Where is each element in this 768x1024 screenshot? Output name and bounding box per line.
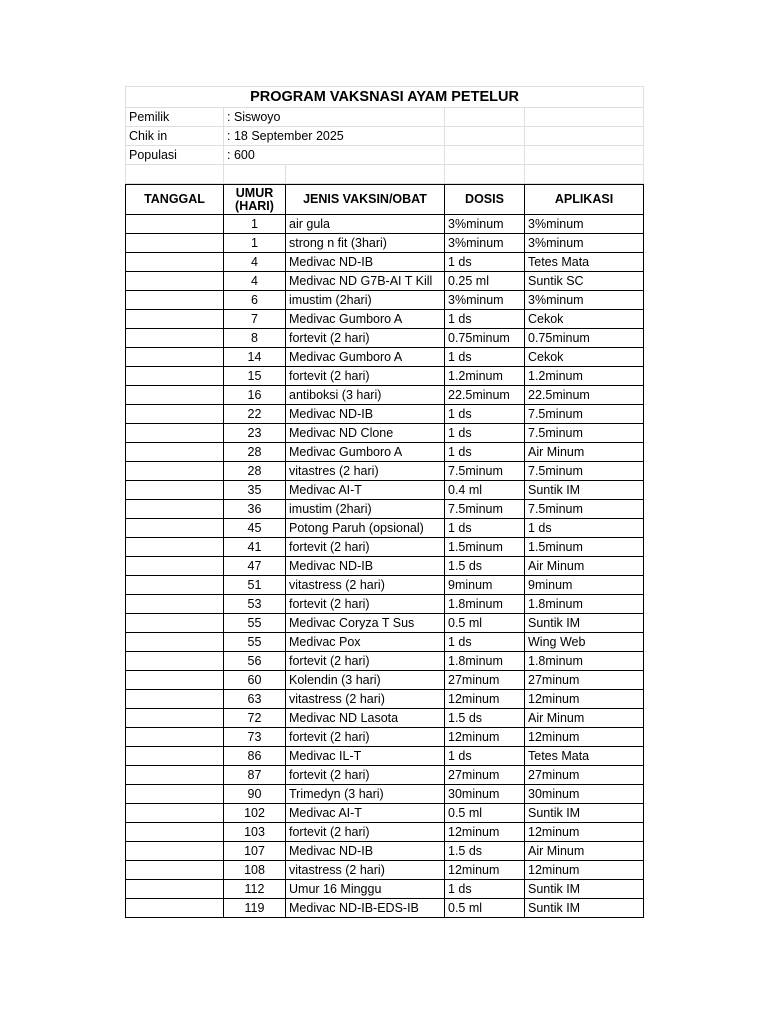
table-row xyxy=(126,272,644,291)
header-umur: UMUR (HARI) xyxy=(224,185,286,215)
cell-aplikasi: 7.5minum xyxy=(525,462,644,481)
cell-tanggal xyxy=(126,253,224,272)
table-row xyxy=(126,595,644,614)
cell-umur: 56 xyxy=(224,652,286,671)
cell-aplikasi: Suntik IM xyxy=(525,481,644,500)
table-row xyxy=(126,424,644,443)
cell-dosis: 3%minum xyxy=(445,215,525,234)
cell-tanggal xyxy=(126,899,224,918)
table-row xyxy=(126,386,644,405)
cell-dosis: 1.5 ds xyxy=(445,842,525,861)
cell-aplikasi: 1.8minum xyxy=(525,595,644,614)
table-row xyxy=(126,405,644,424)
info-row-population xyxy=(126,146,644,165)
cell-jenis: Medivac ND G7B-AI T Kill xyxy=(286,272,445,291)
header-aplikasi: APLIKASI xyxy=(525,185,644,215)
table-row xyxy=(126,899,644,918)
cell-tanggal xyxy=(126,614,224,633)
cell-aplikasi: 30minum xyxy=(525,785,644,804)
cell-jenis: Trimedyn (3 hari) xyxy=(286,785,445,804)
cell-aplikasi: Wing Web xyxy=(525,633,644,652)
cell-dosis: 7.5minum xyxy=(445,462,525,481)
cell-jenis: fortevit (2 hari) xyxy=(286,367,445,386)
cell-aplikasi: Suntik SC xyxy=(525,272,644,291)
cell-dosis: 1 ds xyxy=(445,310,525,329)
cell-tanggal xyxy=(126,576,224,595)
cell-aplikasi: Air Minum xyxy=(525,709,644,728)
cell-tanggal xyxy=(126,861,224,880)
cell-aplikasi: 7.5minum xyxy=(525,405,644,424)
cell-jenis: Medivac Gumboro A xyxy=(286,348,445,367)
cell-aplikasi: 1.5minum xyxy=(525,538,644,557)
cell-dosis: 1 ds xyxy=(445,633,525,652)
cell-umur: 55 xyxy=(224,614,286,633)
cell-umur: 16 xyxy=(224,386,286,405)
cell-jenis: vitastress (2 hari) xyxy=(286,690,445,709)
header-jenis: JENIS VAKSIN/OBAT xyxy=(286,185,445,215)
cell-tanggal xyxy=(126,709,224,728)
cell-umur: 119 xyxy=(224,899,286,918)
cell-jenis: Medivac ND-IB xyxy=(286,253,445,272)
table-row xyxy=(126,348,644,367)
info-value: : Siswoyo xyxy=(224,108,445,127)
cell-tanggal xyxy=(126,348,224,367)
cell-dosis: 0.5 ml xyxy=(445,614,525,633)
cell-umur: 36 xyxy=(224,500,286,519)
cell-umur: 63 xyxy=(224,690,286,709)
table-row xyxy=(126,576,644,595)
header-tanggal: TANGGAL xyxy=(126,185,224,215)
cell-dosis: 1 ds xyxy=(445,747,525,766)
cell-aplikasi: 1.2minum xyxy=(525,367,644,386)
cell-umur: 112 xyxy=(224,880,286,899)
cell-umur: 28 xyxy=(224,462,286,481)
cell-aplikasi: 1 ds xyxy=(525,519,644,538)
cell-aplikasi: Tetes Mata xyxy=(525,253,644,272)
cell-aplikasi: 7.5minum xyxy=(525,424,644,443)
cell-aplikasi: Tetes Mata xyxy=(525,747,644,766)
cell-dosis: 0.5 ml xyxy=(445,804,525,823)
table-row xyxy=(126,462,644,481)
table-row xyxy=(126,690,644,709)
table-row xyxy=(126,823,644,842)
cell-jenis: fortevit (2 hari) xyxy=(286,823,445,842)
cell-tanggal xyxy=(126,462,224,481)
cell-aplikasi: Suntik IM xyxy=(525,614,644,633)
table-body xyxy=(126,215,644,918)
cell-tanggal xyxy=(126,234,224,253)
table-row xyxy=(126,747,644,766)
info-value: : 600 xyxy=(224,146,445,165)
cell-jenis: antiboksi (3 hari) xyxy=(286,386,445,405)
cell-jenis: Medivac ND Clone xyxy=(286,424,445,443)
cell-jenis: Medivac AI-T xyxy=(286,481,445,500)
cell-jenis: fortevit (2 hari) xyxy=(286,766,445,785)
cell-jenis: vitastress (2 hari) xyxy=(286,861,445,880)
cell-umur: 35 xyxy=(224,481,286,500)
cell-dosis: 1 ds xyxy=(445,348,525,367)
cell-dosis: 3%minum xyxy=(445,234,525,253)
cell-jenis: vitastres (2 hari) xyxy=(286,462,445,481)
cell-umur: 8 xyxy=(224,329,286,348)
table-row xyxy=(126,291,644,310)
cell-aplikasi: Suntik IM xyxy=(525,899,644,918)
table-row xyxy=(126,443,644,462)
table-row xyxy=(126,671,644,690)
cell-dosis: 1 ds xyxy=(445,405,525,424)
cell-umur: 1 xyxy=(224,234,286,253)
cell-dosis: 12minum xyxy=(445,861,525,880)
cell-umur: 28 xyxy=(224,443,286,462)
table-row xyxy=(126,215,644,234)
cell-umur: 4 xyxy=(224,272,286,291)
cell-jenis: imustim (2hari) xyxy=(286,291,445,310)
cell-jenis: vitastress (2 hari) xyxy=(286,576,445,595)
info-row-owner xyxy=(126,108,644,127)
cell-aplikasi: 22.5minum xyxy=(525,386,644,405)
cell-umur: 72 xyxy=(224,709,286,728)
cell-umur: 45 xyxy=(224,519,286,538)
table-row xyxy=(126,538,644,557)
cell-jenis: Medivac Coryza T Sus xyxy=(286,614,445,633)
cell-umur: 55 xyxy=(224,633,286,652)
table-row xyxy=(126,861,644,880)
cell-umur: 108 xyxy=(224,861,286,880)
cell-jenis: Medivac ND Lasota xyxy=(286,709,445,728)
cell-tanggal xyxy=(126,823,224,842)
cell-dosis: 27minum xyxy=(445,766,525,785)
cell-tanggal xyxy=(126,785,224,804)
cell-umur: 102 xyxy=(224,804,286,823)
cell-jenis: fortevit (2 hari) xyxy=(286,595,445,614)
cell-tanggal xyxy=(126,519,224,538)
cell-aplikasi: 27minum xyxy=(525,766,644,785)
table-row xyxy=(126,880,644,899)
cell-tanggal xyxy=(126,842,224,861)
cell-umur: 6 xyxy=(224,291,286,310)
cell-aplikasi: 3%minum xyxy=(525,291,644,310)
cell-dosis: 1 ds xyxy=(445,443,525,462)
cell-umur: 53 xyxy=(224,595,286,614)
cell-jenis: Medivac Gumboro A xyxy=(286,443,445,462)
cell-dosis: 12minum xyxy=(445,728,525,747)
cell-dosis: 27minum xyxy=(445,671,525,690)
cell-tanggal xyxy=(126,310,224,329)
header-dosis: DOSIS xyxy=(445,185,525,215)
cell-aplikasi: 7.5minum xyxy=(525,500,644,519)
cell-tanggal xyxy=(126,652,224,671)
table-row xyxy=(126,329,644,348)
cell-dosis: 1.5minum xyxy=(445,538,525,557)
cell-tanggal xyxy=(126,424,224,443)
cell-aplikasi: Suntik IM xyxy=(525,880,644,899)
cell-aplikasi: Cekok xyxy=(525,310,644,329)
cell-dosis: 1.2minum xyxy=(445,367,525,386)
cell-jenis: Potong Paruh (opsional) xyxy=(286,519,445,538)
info-label: Populasi xyxy=(126,146,224,165)
spacer-row xyxy=(126,165,644,184)
cell-tanggal xyxy=(126,367,224,386)
cell-dosis: 1 ds xyxy=(445,880,525,899)
cell-umur: 41 xyxy=(224,538,286,557)
cell-aplikasi: 27minum xyxy=(525,671,644,690)
cell-jenis: Medivac ND-IB xyxy=(286,557,445,576)
cell-jenis: fortevit (2 hari) xyxy=(286,329,445,348)
cell-dosis: 22.5minum xyxy=(445,386,525,405)
table-row xyxy=(126,614,644,633)
cell-aplikasi: Air Minum xyxy=(525,557,644,576)
cell-umur: 90 xyxy=(224,785,286,804)
page-title: PROGRAM VAKSNASI AYAM PETELUR xyxy=(126,87,644,108)
cell-dosis: 3%minum xyxy=(445,291,525,310)
cell-dosis: 0.5 ml xyxy=(445,899,525,918)
cell-tanggal xyxy=(126,880,224,899)
cell-jenis: fortevit (2 hari) xyxy=(286,652,445,671)
cell-tanggal xyxy=(126,633,224,652)
info-value: : 18 September 2025 xyxy=(224,127,445,146)
cell-jenis: fortevit (2 hari) xyxy=(286,728,445,747)
cell-dosis: 0.25 ml xyxy=(445,272,525,291)
cell-umur: 22 xyxy=(224,405,286,424)
cell-aplikasi: Air Minum xyxy=(525,443,644,462)
cell-jenis: Medivac Pox xyxy=(286,633,445,652)
cell-umur: 14 xyxy=(224,348,286,367)
table-row xyxy=(126,234,644,253)
cell-umur: 60 xyxy=(224,671,286,690)
cell-umur: 103 xyxy=(224,823,286,842)
cell-jenis: Medivac ND-IB xyxy=(286,842,445,861)
cell-dosis: 1.8minum xyxy=(445,652,525,671)
table-row xyxy=(126,633,644,652)
table-row xyxy=(126,804,644,823)
cell-tanggal xyxy=(126,671,224,690)
cell-aplikasi: 12minum xyxy=(525,690,644,709)
cell-umur: 51 xyxy=(224,576,286,595)
cell-umur: 4 xyxy=(224,253,286,272)
cell-umur: 107 xyxy=(224,842,286,861)
info-table xyxy=(125,86,644,184)
table-header-row xyxy=(126,185,644,215)
cell-dosis: 30minum xyxy=(445,785,525,804)
info-label: Pemilik xyxy=(126,108,224,127)
cell-tanggal xyxy=(126,386,224,405)
table-row xyxy=(126,766,644,785)
cell-dosis: 1.5 ds xyxy=(445,709,525,728)
cell-umur: 15 xyxy=(224,367,286,386)
info-label: Chik in xyxy=(126,127,224,146)
table-row xyxy=(126,253,644,272)
table-row xyxy=(126,500,644,519)
cell-umur: 47 xyxy=(224,557,286,576)
cell-umur: 7 xyxy=(224,310,286,329)
cell-tanggal xyxy=(126,595,224,614)
cell-jenis: Medivac Gumboro A xyxy=(286,310,445,329)
cell-tanggal xyxy=(126,557,224,576)
cell-jenis: air gula xyxy=(286,215,445,234)
cell-dosis: 1 ds xyxy=(445,253,525,272)
cell-dosis: 1 ds xyxy=(445,424,525,443)
table-row xyxy=(126,709,644,728)
cell-umur: 73 xyxy=(224,728,286,747)
cell-aplikasi: 12minum xyxy=(525,728,644,747)
table-row xyxy=(126,652,644,671)
cell-aplikasi: 0.75minum xyxy=(525,329,644,348)
table-row xyxy=(126,367,644,386)
info-row-chick-in xyxy=(126,127,644,146)
cell-jenis: Medivac AI-T xyxy=(286,804,445,823)
cell-dosis: 1.5 ds xyxy=(445,557,525,576)
table-row xyxy=(126,785,644,804)
cell-jenis: Kolendin (3 hari) xyxy=(286,671,445,690)
cell-aplikasi: 3%minum xyxy=(525,234,644,253)
table-row xyxy=(126,842,644,861)
cell-umur: 86 xyxy=(224,747,286,766)
cell-dosis: 9minum xyxy=(445,576,525,595)
cell-aplikasi: Suntik IM xyxy=(525,804,644,823)
cell-dosis: 1.8minum xyxy=(445,595,525,614)
cell-tanggal xyxy=(126,728,224,747)
cell-tanggal xyxy=(126,291,224,310)
cell-aplikasi: 1.8minum xyxy=(525,652,644,671)
cell-dosis: 0.75minum xyxy=(445,329,525,348)
cell-jenis: Umur 16 Minggu xyxy=(286,880,445,899)
cell-jenis: imustim (2hari) xyxy=(286,500,445,519)
cell-jenis: fortevit (2 hari) xyxy=(286,538,445,557)
cell-tanggal xyxy=(126,272,224,291)
cell-umur: 1 xyxy=(224,215,286,234)
cell-tanggal xyxy=(126,766,224,785)
cell-tanggal xyxy=(126,405,224,424)
cell-aplikasi: 12minum xyxy=(525,823,644,842)
cell-aplikasi: Air Minum xyxy=(525,842,644,861)
cell-tanggal xyxy=(126,329,224,348)
table-row xyxy=(126,310,644,329)
cell-tanggal xyxy=(126,538,224,557)
cell-aplikasi: 9minum xyxy=(525,576,644,595)
table-row xyxy=(126,481,644,500)
cell-aplikasi: 12minum xyxy=(525,861,644,880)
table-row xyxy=(126,519,644,538)
cell-tanggal xyxy=(126,500,224,519)
cell-umur: 87 xyxy=(224,766,286,785)
cell-jenis: Medivac ND-IB-EDS-IB xyxy=(286,899,445,918)
cell-tanggal xyxy=(126,215,224,234)
vaccination-sheet xyxy=(125,86,643,918)
cell-dosis: 12minum xyxy=(445,823,525,842)
cell-dosis: 12minum xyxy=(445,690,525,709)
cell-tanggal xyxy=(126,443,224,462)
cell-dosis: 7.5minum xyxy=(445,500,525,519)
cell-jenis: Medivac ND-IB xyxy=(286,405,445,424)
cell-tanggal xyxy=(126,804,224,823)
cell-tanggal xyxy=(126,747,224,766)
cell-aplikasi: 3%minum xyxy=(525,215,644,234)
cell-dosis: 0.4 ml xyxy=(445,481,525,500)
table-row xyxy=(126,557,644,576)
cell-tanggal xyxy=(126,481,224,500)
cell-umur: 23 xyxy=(224,424,286,443)
cell-dosis: 1 ds xyxy=(445,519,525,538)
cell-jenis: strong n fit (3hari) xyxy=(286,234,445,253)
cell-jenis: Medivac IL-T xyxy=(286,747,445,766)
cell-tanggal xyxy=(126,690,224,709)
table-row xyxy=(126,728,644,747)
cell-aplikasi: Cekok xyxy=(525,348,644,367)
vaccine-schedule-table xyxy=(125,184,644,918)
